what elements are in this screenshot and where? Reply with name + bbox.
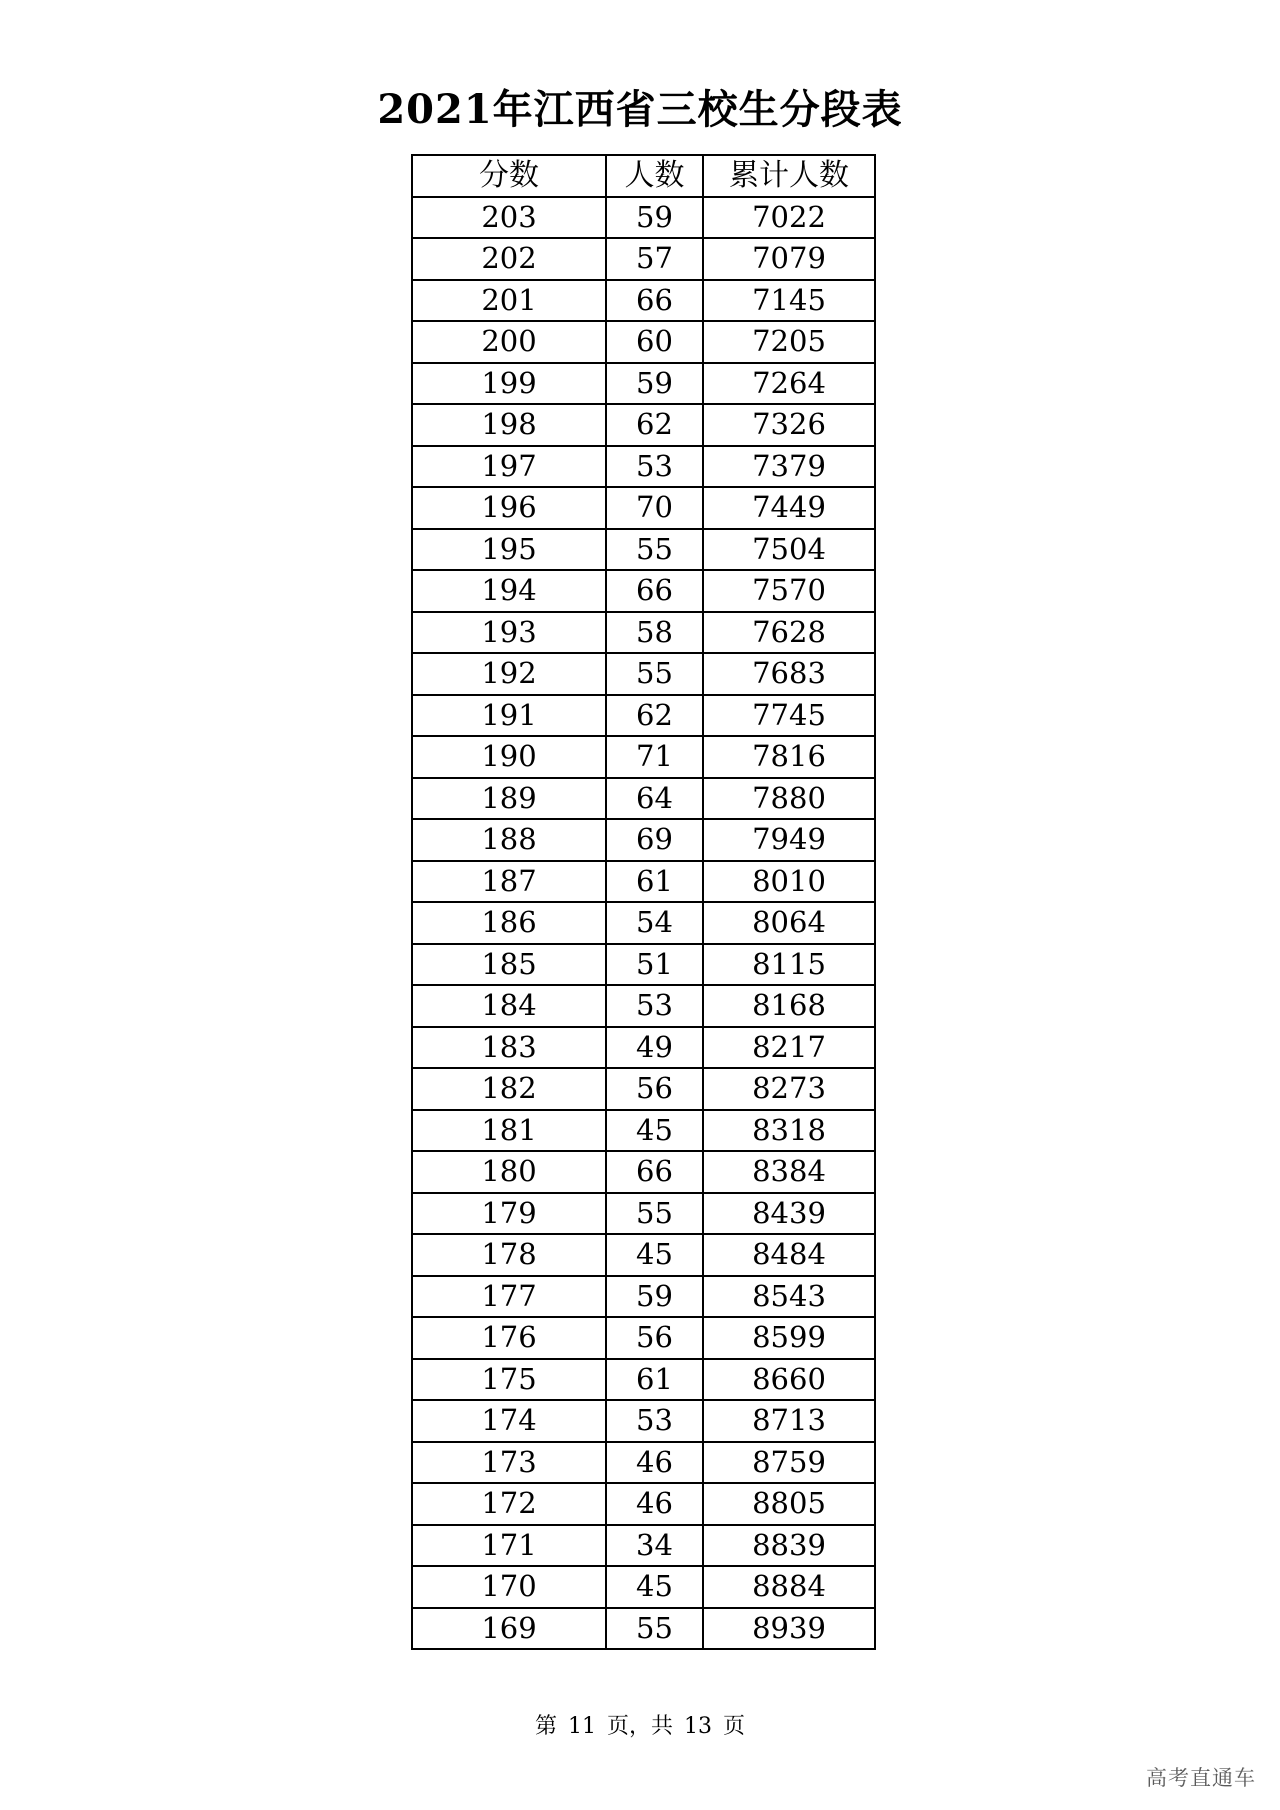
score-distribution-table	[411, 154, 876, 1650]
table-row	[412, 487, 875, 529]
cumulative-cell: 8660	[703, 1359, 875, 1401]
table-row	[412, 778, 875, 820]
count-cell: 56	[606, 1317, 703, 1359]
table-row	[412, 653, 875, 695]
table-row	[412, 1276, 875, 1318]
count-cell: 53	[606, 985, 703, 1027]
table-row	[412, 1442, 875, 1484]
count-cell: 53	[606, 1400, 703, 1442]
cumulative-cell: 8805	[703, 1483, 875, 1525]
score-cell: 185	[412, 944, 606, 986]
count-cell: 58	[606, 612, 703, 654]
score-cell: 188	[412, 819, 606, 861]
count-cell: 59	[606, 197, 703, 239]
cumulative-cell: 7449	[703, 487, 875, 529]
count-cell: 49	[606, 1027, 703, 1069]
count-cell: 66	[606, 280, 703, 322]
table-row	[412, 1068, 875, 1110]
table-row	[412, 1608, 875, 1650]
count-cell: 53	[606, 446, 703, 488]
cumulative-cell: 7628	[703, 612, 875, 654]
count-cell: 71	[606, 736, 703, 778]
table-row	[412, 1359, 875, 1401]
count-cell: 57	[606, 238, 703, 280]
count-cell: 46	[606, 1483, 703, 1525]
count-cell: 45	[606, 1566, 703, 1608]
table-header-row	[412, 155, 875, 197]
count-cell: 60	[606, 321, 703, 363]
score-cell: 192	[412, 653, 606, 695]
cumulative-cell: 7949	[703, 819, 875, 861]
cumulative-cell: 7880	[703, 778, 875, 820]
score-cell: 181	[412, 1110, 606, 1152]
count-cell: 55	[606, 653, 703, 695]
header-count: 人数	[606, 155, 703, 197]
score-cell: 187	[412, 861, 606, 903]
table-row	[412, 1525, 875, 1567]
table-row	[412, 902, 875, 944]
count-cell: 55	[606, 529, 703, 571]
score-cell: 184	[412, 985, 606, 1027]
count-cell: 59	[606, 363, 703, 405]
score-cell: 179	[412, 1193, 606, 1235]
score-cell: 172	[412, 1483, 606, 1525]
score-cell: 171	[412, 1525, 606, 1567]
count-cell: 59	[606, 1276, 703, 1318]
cumulative-cell: 7816	[703, 736, 875, 778]
count-cell: 55	[606, 1193, 703, 1235]
score-cell: 180	[412, 1151, 606, 1193]
header-score: 分数	[412, 155, 606, 197]
count-cell: 69	[606, 819, 703, 861]
cumulative-cell: 7745	[703, 695, 875, 737]
cumulative-cell: 7145	[703, 280, 875, 322]
table-row	[412, 197, 875, 239]
count-cell: 46	[606, 1442, 703, 1484]
table-row	[412, 321, 875, 363]
table-row	[412, 819, 875, 861]
table-body	[412, 197, 875, 1650]
score-cell: 186	[412, 902, 606, 944]
score-cell: 170	[412, 1566, 606, 1608]
cumulative-cell: 8010	[703, 861, 875, 903]
score-cell: 201	[412, 280, 606, 322]
cumulative-cell: 8439	[703, 1193, 875, 1235]
score-cell: 193	[412, 612, 606, 654]
score-cell: 190	[412, 736, 606, 778]
table-row	[412, 404, 875, 446]
score-cell: 194	[412, 570, 606, 612]
count-cell: 70	[606, 487, 703, 529]
score-cell: 173	[412, 1442, 606, 1484]
table-row	[412, 529, 875, 571]
watermark: 高考直通车	[1146, 1766, 1256, 1790]
cumulative-cell: 8064	[703, 902, 875, 944]
count-cell: 61	[606, 1359, 703, 1401]
score-cell: 177	[412, 1276, 606, 1318]
score-cell: 189	[412, 778, 606, 820]
cumulative-cell: 8839	[703, 1525, 875, 1567]
table-row	[412, 238, 875, 280]
cumulative-cell: 8599	[703, 1317, 875, 1359]
score-cell: 202	[412, 238, 606, 280]
count-cell: 54	[606, 902, 703, 944]
count-cell: 51	[606, 944, 703, 986]
score-cell: 198	[412, 404, 606, 446]
table-row	[412, 736, 875, 778]
cumulative-cell: 8273	[703, 1068, 875, 1110]
cumulative-cell: 7504	[703, 529, 875, 571]
cumulative-cell: 7326	[703, 404, 875, 446]
score-cell: 196	[412, 487, 606, 529]
header-cumulative: 累计人数	[703, 155, 875, 197]
score-cell: 182	[412, 1068, 606, 1110]
table-row	[412, 861, 875, 903]
table-row	[412, 570, 875, 612]
table-row	[412, 1193, 875, 1235]
score-cell: 195	[412, 529, 606, 571]
score-cell: 174	[412, 1400, 606, 1442]
score-cell: 169	[412, 1608, 606, 1650]
count-cell: 56	[606, 1068, 703, 1110]
cumulative-cell: 8543	[703, 1276, 875, 1318]
cumulative-cell: 8217	[703, 1027, 875, 1069]
page-number: 第 11 页，共 13 页	[535, 1714, 745, 1739]
count-cell: 55	[606, 1608, 703, 1650]
score-cell: 199	[412, 363, 606, 405]
cumulative-cell: 7683	[703, 653, 875, 695]
table-row	[412, 1400, 875, 1442]
cumulative-cell: 8115	[703, 944, 875, 986]
cumulative-cell: 8713	[703, 1400, 875, 1442]
cumulative-cell: 7570	[703, 570, 875, 612]
cumulative-cell: 8384	[703, 1151, 875, 1193]
count-cell: 45	[606, 1110, 703, 1152]
score-cell: 176	[412, 1317, 606, 1359]
table-row	[412, 1110, 875, 1152]
count-cell: 61	[606, 861, 703, 903]
cumulative-cell: 8168	[703, 985, 875, 1027]
table-row	[412, 1234, 875, 1276]
cumulative-cell: 8318	[703, 1110, 875, 1152]
table-row	[412, 944, 875, 986]
table-row	[412, 1317, 875, 1359]
page-title: 2021年江西省三校生分段表	[377, 86, 903, 133]
score-cell: 200	[412, 321, 606, 363]
table-row	[412, 363, 875, 405]
table-row	[412, 1027, 875, 1069]
table-row	[412, 985, 875, 1027]
cumulative-cell: 8939	[703, 1608, 875, 1650]
cumulative-cell: 7079	[703, 238, 875, 280]
count-cell: 62	[606, 695, 703, 737]
table-row	[412, 280, 875, 322]
cumulative-cell: 8484	[703, 1234, 875, 1276]
score-cell: 197	[412, 446, 606, 488]
score-cell: 175	[412, 1359, 606, 1401]
table-row	[412, 1483, 875, 1525]
table-row	[412, 446, 875, 488]
table-row	[412, 1151, 875, 1193]
count-cell: 34	[606, 1525, 703, 1567]
score-cell: 183	[412, 1027, 606, 1069]
count-cell: 66	[606, 570, 703, 612]
cumulative-cell: 7379	[703, 446, 875, 488]
score-cell: 203	[412, 197, 606, 239]
count-cell: 64	[606, 778, 703, 820]
cumulative-cell: 8884	[703, 1566, 875, 1608]
score-cell: 191	[412, 695, 606, 737]
table-row	[412, 695, 875, 737]
cumulative-cell: 7205	[703, 321, 875, 363]
cumulative-cell: 7264	[703, 363, 875, 405]
count-cell: 66	[606, 1151, 703, 1193]
table-row	[412, 612, 875, 654]
count-cell: 45	[606, 1234, 703, 1276]
table-row	[412, 1566, 875, 1608]
cumulative-cell: 7022	[703, 197, 875, 239]
score-cell: 178	[412, 1234, 606, 1276]
count-cell: 62	[606, 404, 703, 446]
cumulative-cell: 8759	[703, 1442, 875, 1484]
